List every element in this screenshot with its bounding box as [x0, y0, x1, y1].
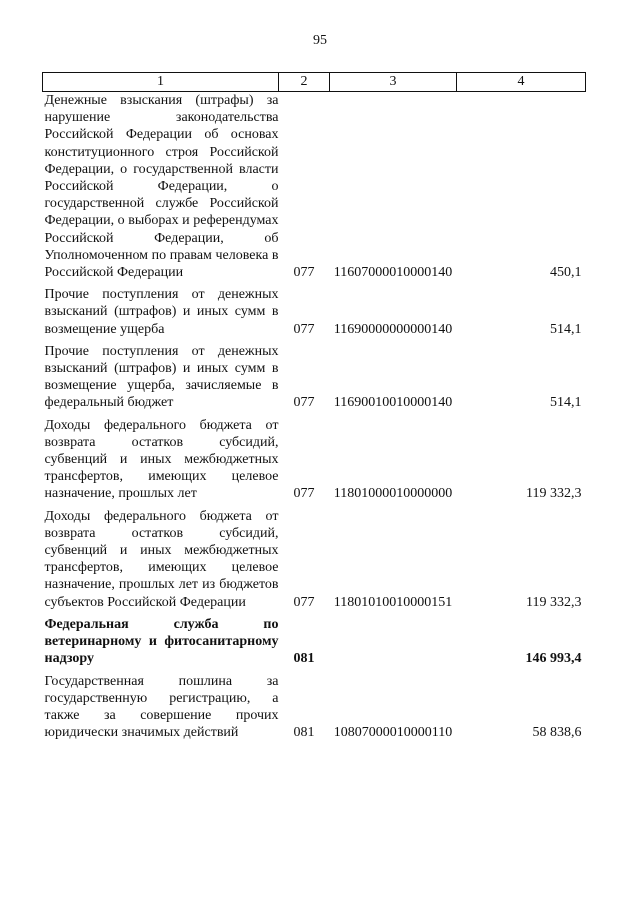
row-name: Доходы федерального бюджета от возврата остатков субсидий, субвенций и иных межбюджетных трансфертов, имеющих целевое назначение, прошлых лет: [44, 417, 279, 502]
header-row: [43, 73, 586, 92]
table-row: [43, 505, 586, 613]
row-admin-code: 077: [293, 594, 315, 610]
row-amount: 119 332,3: [526, 486, 582, 502]
table-row: [43, 670, 586, 744]
row-revenue-code: 11607000010000140: [333, 265, 453, 281]
row-revenue-code: [330, 613, 457, 670]
row-amount: 450,1: [550, 265, 582, 281]
table-row: [43, 414, 586, 505]
row-revenue-code: 11801000010000000: [333, 486, 453, 502]
column-header-1: 1: [43, 73, 279, 92]
table-row: [43, 340, 586, 414]
column-header-4: 4: [457, 73, 586, 92]
row-name: Прочие поступления от денежных взысканий (штрафов) и иных сумм в возмещение ущерба: [44, 287, 279, 337]
row-amount: 119 332,3: [526, 594, 582, 610]
row-admin-code: 077: [293, 321, 315, 337]
column-header-3: 3: [330, 73, 457, 92]
table-row: [43, 92, 586, 284]
budget-table: [42, 72, 586, 743]
row-name: Государственная пошлина за государственную регистрацию, а также за совершение прочих юридически значимых действий: [44, 673, 279, 741]
row-name: Доходы федерального бюджета от возврата остатков субсидий, субвенций и иных межбюджетных трансфертов, имеющих целевое назначение, прошлых лет из бюджетов субъектов Российской Федерации: [44, 508, 279, 610]
row-name: Денежные взыскания (штрафы) за нарушение законодательства Российской Федерации об основах конституционного строя Российской Федерации, о государственной власти Российской Федерации, о государственной службе Российской Федерации, о выборах и референдумах Российской Федерации, об Уполномоченном по правам человека в Российской Федерации: [44, 93, 279, 281]
row-admin-code: 081: [293, 651, 315, 667]
row-name: Прочие поступления от денежных взысканий (штрафов) и иных сумм в возмещение ущерба, зачисляемые в федеральный бюджет: [44, 343, 279, 411]
row-amount: 58 838,6: [532, 725, 582, 741]
page-number: 95: [313, 33, 327, 48]
row-revenue-code: 11690000000000140: [333, 321, 453, 337]
row-name: Федеральная служба по ветеринарному и фитосанитарному надзору: [44, 616, 279, 667]
table-row-agency-total: [43, 613, 586, 670]
table-row: [43, 283, 586, 340]
row-admin-code: 081: [293, 725, 315, 741]
column-header-2: 2: [279, 73, 330, 92]
row-amount: 514,1: [550, 395, 582, 411]
row-admin-code: 077: [293, 486, 315, 502]
row-admin-code: 077: [293, 395, 315, 411]
row-admin-code: 077: [293, 265, 315, 281]
row-revenue-code: 11801010010000151: [333, 594, 453, 610]
row-revenue-code: 11690010010000140: [333, 395, 453, 411]
row-revenue-code: 10807000010000110: [333, 725, 453, 741]
row-amount: 146 993,4: [525, 651, 582, 667]
row-amount: 514,1: [550, 321, 582, 337]
